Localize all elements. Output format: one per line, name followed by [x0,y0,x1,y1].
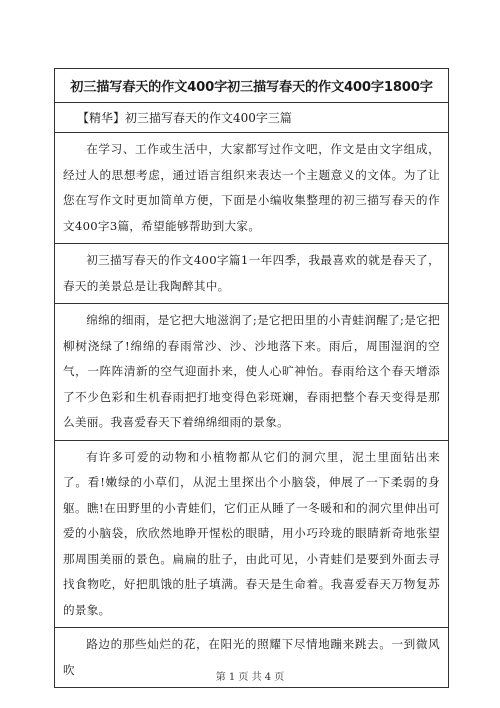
page-number: 第 1 页 共 4 页 [215,672,285,683]
document-subtitle: 【精华】初三描写春天的作文400字三篇 [55,103,448,133]
paragraph-roadside-flowers: 路边的那些灿烂的花，在阳光的照耀下尽情地蹦来跳去。一到微风吹 [63,637,440,677]
paragraph-intro: 在学习、工作或生活中，大家都写过作文吧，作文是由文字组成，经过人的思想考虑，通过语言组织来表达一个主题意义的文体。为了让您在写作文时更加简单方便，下面是小编收集整理的初三描写春天的作文400字3篇，希望能够帮助到大家。 [55,133,448,244]
content-table [54,68,449,688]
document-title: 初三描写春天的作文400字初三描写春天的作文400字1800字 [55,69,448,103]
paragraph-animals-plants: 有许多可爱的动物和小植物都从它们的洞穴里，泥土里面钻出来了。看!嫩绿的小草们，从泥土里探出个小脑袋，伸展了一下柔弱的身躯。瞧!在田野里的小青蛙们，它们正从睡了一冬暖和和的洞穴里伸出可爱的小脑袋，欣欣然地睁开惺松的眼睛，用小巧玲珑的眼睛新奇地张望那周围美丽的景色。扁扁的肚子，由此可见，小青蛙们是要到外面去寻找食物吃，好把肌饿的肚子填满。春天是生命着。我喜爱春天万物复苏的景象。 [55,441,448,629]
paragraph-essay-opening: 初三描写春天的作文400字篇1一年四季，我最喜欢的就是春天了，春天的美景总是让我陶醉其中。 [55,244,448,304]
paragraph-spring-rain: 绵绵的细雨，是它把大地滋润了;是它把田里的小青蛙润醒了;是它把柳树浇绿了!绵绵的春雨常沙、沙、沙地落下来。雨后，周围湿润的空气，一阵阵清新的空气迎面扑来，使人心旷神怡。春雨给这个春天增添了不少色彩和生机春雨把打地变得色彩斑斓，春雨把整个春天变得是那么美丽。我喜爱春天下着绵绵细雨的景象。 [55,304,448,441]
